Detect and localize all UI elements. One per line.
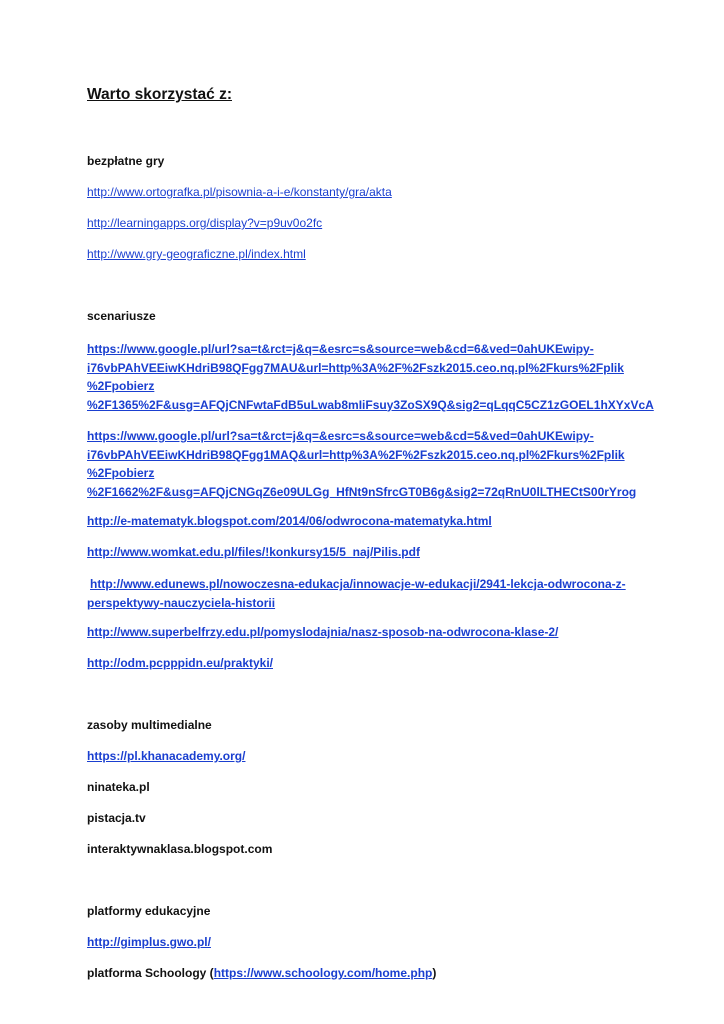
link-schoology[interactable]: https://www.schoology.com/home.php — [213, 966, 433, 980]
link-line: http://www.edunews.pl/nowoczesna-edukacja/innowacje-w-edukacji/2941-lekcja-odwrocona-z- — [90, 577, 626, 591]
platform-schoology — [87, 966, 436, 980]
link-line: https://www.google.pl/url?sa=t&rct=j&q=&esrc=s&source=web&cd=5&ved=0ahUKEwipy- — [87, 429, 594, 443]
link-edunews[interactable] — [87, 575, 626, 612]
schoology-prefix: platforma Schoology ( — [87, 966, 214, 980]
link-ortografka[interactable]: http://www.ortografka.pl/pisownia-a-i-e/konstanty/gra/akta — [87, 185, 392, 199]
link-line: perspektywy-nauczyciela-historii — [87, 595, 276, 610]
link-learningapps[interactable]: http://learningapps.org/display?v=p9uv0o2fc — [87, 216, 323, 230]
link-google-scenario-1[interactable] — [87, 340, 654, 414]
link-gry-geograficzne[interactable]: http://www.gry-geograficzne.pl/index.html — [87, 247, 306, 261]
link-khanacademy[interactable]: https://pl.khanacademy.org/ — [87, 749, 246, 763]
resource-interaktywnaklasa: interaktywnaklasa.blogspot.com — [87, 842, 273, 856]
link-line: i76vbPAhVEEiwKHdriB98QFgg1MAQ&url=http%3A%2F%2Fszk2015.ceo.nq.pl%2Fkurs%2Fplik — [87, 447, 625, 462]
link-line: %2F1365%2F&usg=AFQjCNFwtaFdB5uLwab8mIiFsuy3ZoSX9Q&sig2=qLqqC5CZ1zGOEL1hXYxVcA — [87, 397, 654, 412]
section-label-platforms: platformy edukacyjne — [87, 904, 211, 918]
resource-ninateka: ninateka.pl — [87, 780, 150, 794]
section-label-scenarios: scenariusze — [87, 309, 156, 323]
link-line: https://www.google.pl/url?sa=t&rct=j&q=&esrc=s&source=web&cd=6&ved=0ahUKEwipy- — [87, 342, 594, 356]
link-odm[interactable]: http://odm.pcpppidn.eu/praktyki/ — [87, 656, 273, 670]
link-line: %2Fpobierz — [87, 379, 155, 393]
section-label-games: bezpłatne gry — [87, 154, 165, 168]
link-e-matematyk[interactable]: http://e-matematyk.blogspot.com/2014/06/odwrocona-matematyka.html — [87, 514, 492, 528]
link-gimplus[interactable]: http://gimplus.gwo.pl/ — [87, 935, 211, 949]
page-heading: Warto skorzystać z: — [87, 86, 232, 103]
link-google-scenario-2[interactable] — [87, 427, 636, 501]
schoology-suffix: ) — [432, 966, 437, 980]
link-superbelfrzy[interactable]: http://www.superbelfrzy.edu.pl/pomyslodajnia/nasz-sposob-na-odwrocona-klase-2/ — [87, 625, 559, 639]
link-womkat[interactable]: http://www.womkat.edu.pl/files/!konkursy15/5_naj/Pilis.pdf — [87, 545, 420, 559]
resource-pistacja: pistacja.tv — [87, 811, 146, 825]
link-line: %2Fpobierz — [87, 466, 155, 480]
link-line: %2F1662%2F&usg=AFQjCNGqZ6e09ULGg_HfNt9nSfrcGT0B6g&sig2=72qRnU0lLTHECtS00rYrog — [87, 484, 637, 499]
section-label-multimedia: zasoby multimedialne — [87, 718, 212, 732]
link-line: i76vbPAhVEEiwKHdriB98QFgg7MAU&url=http%3A%2F%2Fszk2015.ceo.nq.pl%2Fkurs%2Fplik — [87, 360, 624, 375]
